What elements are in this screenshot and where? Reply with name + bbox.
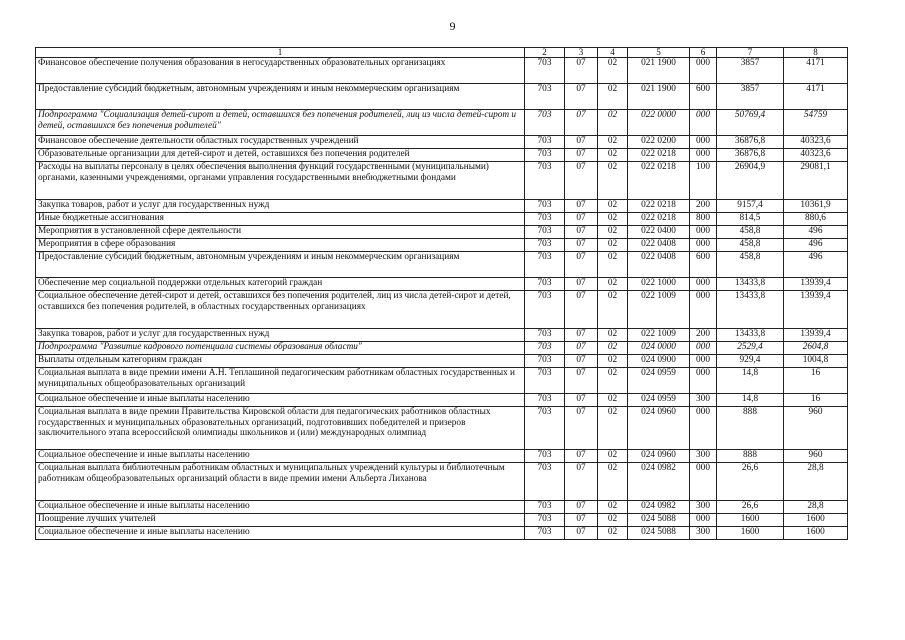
section-code: 703	[525, 136, 565, 149]
row-name: Социальное обеспечение и иные выплаты населению	[36, 527, 525, 540]
row-name: Социальная выплата библиотечным работникам областных и муниципальных учреждений культуры и библиотечным работникам общеобразовательных организаций области в виде премии имени Альберта Лиханова	[36, 463, 525, 501]
row-name: Социальная выплата в виде премии имени А.Н. Теплашиной педагогическим работникам областных государственных и муниципальных общеобразовательных организаций	[36, 368, 525, 394]
target-article-code: 022 1009	[628, 329, 690, 342]
section-code: 703	[525, 84, 565, 110]
header-cell: 7	[717, 48, 784, 58]
table-row	[36, 136, 848, 149]
target-article-code: 022 1000	[628, 278, 690, 291]
section-code: 703	[525, 278, 565, 291]
amount-2015: 3857	[717, 58, 784, 84]
subsection-part-code: 02	[598, 463, 628, 501]
header-cell: 6	[690, 48, 717, 58]
section-code: 703	[525, 110, 565, 136]
subsection-part-code: 02	[598, 213, 628, 226]
table-row	[36, 463, 848, 501]
subsection-part-code: 02	[598, 514, 628, 527]
amount-2015: 14,8	[717, 368, 784, 394]
expense-type-code: 200	[690, 200, 717, 213]
section-code: 703	[525, 252, 565, 278]
amount-2016: 28,8	[784, 463, 848, 501]
header-cell: 3	[565, 48, 598, 58]
amount-2015: 3857	[717, 84, 784, 110]
section-code: 703	[525, 342, 565, 355]
section-code: 703	[525, 200, 565, 213]
amount-2016: 4171	[784, 58, 848, 84]
table-row	[36, 514, 848, 527]
expense-type-code: 000	[690, 149, 717, 162]
subsection-code: 07	[565, 239, 598, 252]
amount-2016: 1600	[784, 527, 848, 540]
expense-type-code: 000	[690, 407, 717, 450]
row-name: Социальное обеспечение и иные выплаты населению	[36, 394, 525, 407]
target-article-code: 022 0400	[628, 226, 690, 239]
subsection-code: 07	[565, 110, 598, 136]
table-header-row	[36, 48, 848, 58]
section-code: 703	[525, 407, 565, 450]
amount-2015: 1600	[717, 514, 784, 527]
header-cell: 5	[628, 48, 690, 58]
target-article-code: 022 1009	[628, 291, 690, 329]
amount-2016: 16	[784, 368, 848, 394]
table-row	[36, 450, 848, 463]
subsection-code: 07	[565, 149, 598, 162]
subsection-code: 07	[565, 58, 598, 84]
amount-2015: 929,4	[717, 355, 784, 368]
row-name: Подпрограмма "Развитие кадрового потенциала системы образования области"	[36, 342, 525, 355]
expense-type-code: 000	[690, 239, 717, 252]
amount-2015: 2529,4	[717, 342, 784, 355]
expense-type-code: 000	[690, 58, 717, 84]
section-code: 703	[525, 58, 565, 84]
subsection-code: 07	[565, 394, 598, 407]
amount-2016: 13939,4	[784, 329, 848, 342]
header-cell: 1	[36, 48, 525, 58]
expense-type-code: 600	[690, 84, 717, 110]
subsection-code: 07	[565, 84, 598, 110]
subsection-part-code: 02	[598, 527, 628, 540]
target-article-code: 024 5088	[628, 514, 690, 527]
amount-2015: 26,6	[717, 501, 784, 514]
subsection-part-code: 02	[598, 342, 628, 355]
table-row	[36, 239, 848, 252]
subsection-code: 07	[565, 226, 598, 239]
subsection-code: 07	[565, 355, 598, 368]
expense-type-code: 300	[690, 394, 717, 407]
amount-2016: 496	[784, 252, 848, 278]
page-number: 9	[449, 19, 456, 33]
expense-type-code: 000	[690, 463, 717, 501]
amount-2016: 13939,4	[784, 291, 848, 329]
section-code: 703	[525, 463, 565, 501]
target-article-code: 024 5088	[628, 527, 690, 540]
target-article-code: 021 1900	[628, 58, 690, 84]
table-row	[36, 162, 848, 200]
row-name: Финансовое обеспечение получения образования в негосударственных образовательных организациях	[36, 58, 525, 84]
subsection-code: 07	[565, 252, 598, 278]
section-code: 703	[525, 355, 565, 368]
amount-2016: 28,8	[784, 501, 848, 514]
subsection-code: 07	[565, 514, 598, 527]
amount-2016: 1600	[784, 514, 848, 527]
subsection-part-code: 02	[598, 407, 628, 450]
target-article-code: 022 0200	[628, 136, 690, 149]
target-article-code: 024 0982	[628, 463, 690, 501]
subsection-code: 07	[565, 278, 598, 291]
target-article-code: 022 0408	[628, 239, 690, 252]
amount-2015: 14,8	[717, 394, 784, 407]
section-code: 703	[525, 501, 565, 514]
subsection-part-code: 02	[598, 252, 628, 278]
header-cell: 8	[784, 48, 848, 58]
section-code: 703	[525, 329, 565, 342]
amount-2015: 888	[717, 407, 784, 450]
target-article-code: 024 0000	[628, 342, 690, 355]
section-code: 703	[525, 213, 565, 226]
section-code: 703	[525, 368, 565, 394]
subsection-code: 07	[565, 291, 598, 329]
amount-2015: 9157,4	[717, 200, 784, 213]
row-name: Мероприятия в сфере образования	[36, 239, 525, 252]
subsection-part-code: 02	[598, 278, 628, 291]
row-name: Поощрение лучших учителей	[36, 514, 525, 527]
expense-type-code: 600	[690, 252, 717, 278]
subsection-part-code: 02	[598, 329, 628, 342]
row-name: Социальное обеспечение и иные выплаты населению	[36, 501, 525, 514]
row-name: Обеспечение мер социальной поддержки отдельных категорий граждан	[36, 278, 525, 291]
amount-2015: 26904,9	[717, 162, 784, 200]
subsection-code: 07	[565, 501, 598, 514]
section-code: 703	[525, 162, 565, 200]
amount-2015: 26,6	[717, 463, 784, 501]
amount-2015: 50769,4	[717, 110, 784, 136]
target-article-code: 021 1900	[628, 84, 690, 110]
target-article-code: 022 0218	[628, 213, 690, 226]
table-row	[36, 394, 848, 407]
table-row	[36, 278, 848, 291]
amount-2016: 1004,8	[784, 355, 848, 368]
subsection-part-code: 02	[598, 84, 628, 110]
row-name: Закупка товаров, работ и услуг для государственных нужд	[36, 329, 525, 342]
amount-2015: 888	[717, 450, 784, 463]
subsection-part-code: 02	[598, 239, 628, 252]
table-row	[36, 200, 848, 213]
subsection-part-code: 02	[598, 136, 628, 149]
amount-2015: 458,8	[717, 252, 784, 278]
amount-2016: 960	[784, 450, 848, 463]
row-name: Образовательные организации для детей-сирот и детей, оставшихся без попечения родителей	[36, 149, 525, 162]
subsection-code: 07	[565, 162, 598, 200]
row-name: Закупка товаров, работ и услуг для государственных нужд	[36, 200, 525, 213]
expense-type-code: 000	[690, 342, 717, 355]
amount-2015: 1600	[717, 527, 784, 540]
expense-type-code: 300	[690, 450, 717, 463]
target-article-code: 022 0000	[628, 110, 690, 136]
target-article-code: 024 0900	[628, 355, 690, 368]
amount-2015: 814,5	[717, 213, 784, 226]
amount-2015: 13433,8	[717, 329, 784, 342]
table-row	[36, 329, 848, 342]
subsection-part-code: 02	[598, 149, 628, 162]
row-name: Предоставление субсидий бюджетным, автономным учреждениям и иным некоммерческим организациям	[36, 252, 525, 278]
subsection-part-code: 02	[598, 291, 628, 329]
subsection-part-code: 02	[598, 200, 628, 213]
target-article-code: 022 0218	[628, 149, 690, 162]
subsection-part-code: 02	[598, 450, 628, 463]
subsection-part-code: 02	[598, 162, 628, 200]
expense-type-code: 000	[690, 278, 717, 291]
header-cell: 4	[598, 48, 628, 58]
amount-2015: 36876,8	[717, 136, 784, 149]
row-name: Социальная выплата в виде премии Правительства Кировской области для педагогических работников областных государственных и муниципальных образовательных организаций, подготовивших победителей и призеров заключительного этапа всероссийской олимпиады школьников и (или) международных олимпиад	[36, 407, 525, 450]
amount-2015: 13433,8	[717, 291, 784, 329]
subsection-code: 07	[565, 407, 598, 450]
expense-type-code: 100	[690, 162, 717, 200]
target-article-code: 022 0408	[628, 252, 690, 278]
section-code: 703	[525, 394, 565, 407]
subsection-code: 07	[565, 200, 598, 213]
expense-type-code: 000	[690, 110, 717, 136]
subsection-code: 07	[565, 368, 598, 394]
target-article-code: 024 0959	[628, 368, 690, 394]
amount-2016: 40323,6	[784, 149, 848, 162]
target-article-code: 024 0960	[628, 450, 690, 463]
expense-type-code: 300	[690, 501, 717, 514]
subsection-code: 07	[565, 463, 598, 501]
subsection-code: 07	[565, 342, 598, 355]
target-article-code: 024 0959	[628, 394, 690, 407]
header-cell: 2	[525, 48, 565, 58]
expense-type-code: 300	[690, 527, 717, 540]
row-name: Предоставление субсидий бюджетным, автономным учреждениям и иным некоммерческим организациям	[36, 84, 525, 110]
table-row	[36, 291, 848, 329]
section-code: 703	[525, 149, 565, 162]
row-name: Выплаты отдельным категориям граждан	[36, 355, 525, 368]
amount-2015: 36876,8	[717, 149, 784, 162]
table-row	[36, 213, 848, 226]
expense-type-code: 000	[690, 226, 717, 239]
row-name: Расходы на выплаты персоналу в целях обеспечения выполнения функций государственными (муниципальными) органами, казенными учреждениями, органами управления государственными внебюджетными фондами	[36, 162, 525, 200]
amount-2016: 54759	[784, 110, 848, 136]
table-row	[36, 252, 848, 278]
target-article-code: 024 0982	[628, 501, 690, 514]
table-row	[36, 342, 848, 355]
amount-2016: 29081,1	[784, 162, 848, 200]
amount-2015: 458,8	[717, 239, 784, 252]
section-code: 703	[525, 527, 565, 540]
section-code: 703	[525, 450, 565, 463]
subsection-part-code: 02	[598, 110, 628, 136]
amount-2015: 458,8	[717, 226, 784, 239]
expense-type-code: 000	[690, 368, 717, 394]
subsection-part-code: 02	[598, 58, 628, 84]
subsection-part-code: 02	[598, 394, 628, 407]
subsection-code: 07	[565, 329, 598, 342]
table-row	[36, 368, 848, 394]
subsection-part-code: 02	[598, 501, 628, 514]
budget-table	[35, 47, 848, 540]
expense-type-code: 800	[690, 213, 717, 226]
target-article-code: 024 0960	[628, 407, 690, 450]
amount-2016: 10361,9	[784, 200, 848, 213]
target-article-code: 022 0218	[628, 162, 690, 200]
target-article-code: 022 0218	[628, 200, 690, 213]
amount-2016: 960	[784, 407, 848, 450]
subsection-part-code: 02	[598, 355, 628, 368]
amount-2015: 13433,8	[717, 278, 784, 291]
amount-2016: 13939,4	[784, 278, 848, 291]
table-row	[36, 58, 848, 84]
table-row	[36, 84, 848, 110]
subsection-code: 07	[565, 450, 598, 463]
table-row	[36, 226, 848, 239]
amount-2016: 496	[784, 239, 848, 252]
amount-2016: 4171	[784, 84, 848, 110]
row-name: Иные бюджетные ассигнования	[36, 213, 525, 226]
row-name: Социальное обеспечение и иные выплаты населению	[36, 450, 525, 463]
table-row	[36, 527, 848, 540]
row-name: Социальное обеспечение детей-сирот и детей, оставшихся без попечения родителей, лиц из числа детей-сирот и детей, оставшихся без попечения родителей, в областных государственных организациях	[36, 291, 525, 329]
expense-type-code: 000	[690, 355, 717, 368]
section-code: 703	[525, 239, 565, 252]
section-code: 703	[525, 291, 565, 329]
subsection-part-code: 02	[598, 226, 628, 239]
table-row	[36, 407, 848, 450]
expense-type-code: 000	[690, 136, 717, 149]
row-name: Подпрограмма "Социализация детей-сирот и детей, оставшихся без попечения родителей, лиц из числа детей-сирот и детей, оставшихся без попечения родителей"	[36, 110, 525, 136]
subsection-code: 07	[565, 213, 598, 226]
section-code: 703	[525, 514, 565, 527]
amount-2016: 16	[784, 394, 848, 407]
amount-2016: 496	[784, 226, 848, 239]
table-row	[36, 355, 848, 368]
subsection-code: 07	[565, 136, 598, 149]
table-row	[36, 149, 848, 162]
row-name: Финансовое обеспечение деятельности областных государственных учреждений	[36, 136, 525, 149]
subsection-part-code: 02	[598, 368, 628, 394]
row-name: Мероприятия в установленной сфере деятельности	[36, 226, 525, 239]
expense-type-code: 200	[690, 329, 717, 342]
table-row	[36, 110, 848, 136]
section-code: 703	[525, 226, 565, 239]
amount-2016: 2604,8	[784, 342, 848, 355]
amount-2016: 880,6	[784, 213, 848, 226]
amount-2016: 40323,6	[784, 136, 848, 149]
expense-type-code: 000	[690, 291, 717, 329]
expense-type-code: 000	[690, 514, 717, 527]
table-row	[36, 501, 848, 514]
subsection-code: 07	[565, 527, 598, 540]
